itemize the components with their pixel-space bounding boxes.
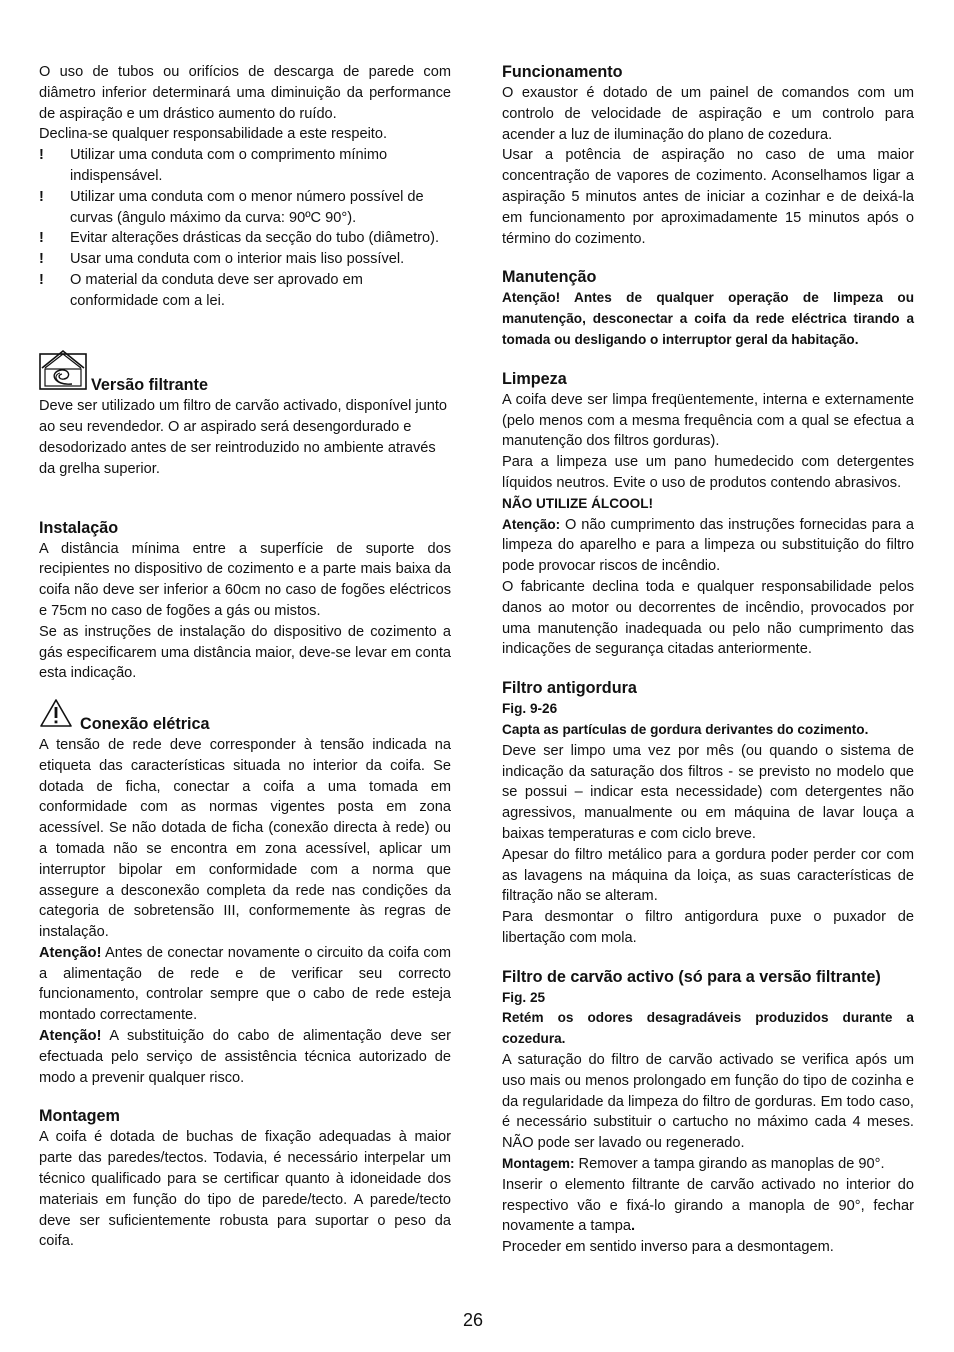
list-item [39, 228, 451, 249]
funcionamento-title: Funcionamento [502, 63, 623, 81]
limpeza-warning-text: O não cumprimento das instruções fornecidas para a limpeza do aparelho e para a limpeza ou substituição do filtro pode provocar riscos de incêndio. [502, 516, 914, 575]
filtro-subtitle: Capta as partículas de gordura derivantes do cozimento. [502, 721, 869, 737]
limpeza-paragraph: O fabricante declina toda e qualquer responsabilidade pelos danos ao motor ou decorrentes de incêndio, provocados por uma manutenção inadequada ou pelo não cumprimento das indicações de segurança citadas anteriormente. [502, 578, 914, 658]
list-item [39, 249, 451, 270]
filtro-paragraph: Deve ser limpo uma vez por mês (ou quando o sistema de indicação da saturação dos filtros - se previsto no modelo que se possui – indicar esta necessidade) com detergentes não agressivos, manualmente ou em máquina de lavar louça a baixas temperaturas e com ciclo breve. [502, 742, 914, 842]
versao-filtrante-heading-row [39, 348, 451, 397]
instalacao-paragraph: Se as instruções de instalação do dispositivo de cozimento a gás especificarem uma distância maior, deve-se levar em conta esta indicação. [39, 623, 451, 682]
recirculation-filter-icon [39, 348, 87, 397]
list-item [39, 187, 451, 229]
warning-mark: ! [39, 230, 44, 247]
manutencao-warning: Atenção! Antes de qualquer operação de limpeza ou manutenção, desconectar a coifa da rede eléctrica tirando a tomada ou desligando o interruptor geral da habitação. [502, 290, 914, 347]
conexao-warning-paragraph [39, 1026, 451, 1088]
carvao-paragraph: Proceder em sentido inverso para a desmontagem. [502, 1239, 834, 1256]
conexao-heading-row [39, 698, 451, 735]
filtro-carvao-title: Filtro de carvão activo (só para a versão filtrante) [502, 967, 881, 986]
montagem-label: Montagem: [502, 1156, 575, 1172]
limpeza-paragraph: Para a limpeza use um pano humedecido com detergentes líquidos neutros. Evite o uso de produtos contendo abrasivos. [502, 454, 914, 491]
limpeza-title: Limpeza [502, 369, 567, 388]
page-number: 26 [463, 1310, 484, 1330]
warning-mark: ! [39, 147, 44, 164]
conexao-eletrica-title: Conexão elétrica [80, 714, 210, 733]
figure-reference: Fig. 9-26 [502, 701, 558, 717]
montagem-paragraph: A coifa é dotada de buchas de fixação adequadas à maior parte das paredes/tectos. Todavia, é necessário interpelar um técnico qualificado para se certificar quanto à idoneidade dos materiais em função do tipo de parede/tecto. A parede/tecto deve ser suficientemente robusta para suportar o peso da coifa. [39, 1129, 451, 1250]
funcionamento-paragraph: O exaustor é dotado de um painel de comandos com um controlo de velocidade de aspiração e um controlo para acender a luz de iluminação do plano de cozedura. [502, 85, 914, 143]
carvao-insert-text: Inserir o elemento filtrante de carvão activado no interior do respectivo vão e fixá-lo girando a manopla de 90°, fechar novamente a tampa [502, 1176, 914, 1235]
carvao-montagem-paragraph [502, 1154, 914, 1175]
filtro-antigordura-title: Filtro antigordura [502, 679, 637, 698]
conexao-warning-text: A substituição do cabo de alimentação deve ser efectuada pelo serviço de assistência técnica autorizado de modo a prevenir qualquer risco. [39, 1028, 451, 1086]
list-item-text: Utilizar uma conduta com o comprimento mínimo indispensável. [70, 147, 388, 184]
limpeza-paragraph: A coifa deve ser limpa freqüentemente, interna e externamente (pelo menos com a mesma frequência com a qual se efectua a manutenção dos filtros gorduras). [502, 391, 914, 450]
no-alcohol-warning: NÃO UTILIZE ÁLCOOL! [502, 495, 654, 511]
list-item-text: O material da conduta deve ser aprovado em conformidade com a lei. [70, 271, 363, 309]
figure-reference: Fig. 25 [502, 989, 546, 1005]
carvao-subtitle: Retém os odores desagradáveis produzidos durante a cozedura. [502, 1010, 914, 1047]
left-column [39, 62, 451, 1252]
warning-mark: ! [39, 251, 44, 268]
manutencao-title: Manutenção [502, 268, 597, 287]
attention-label: Atenção: [502, 516, 561, 532]
limpeza-warning-paragraph [502, 515, 914, 577]
list-item-text: Utilizar uma conduta com o menor número possível de curvas (ângulo máximo da curva: 90ºC 90°). [70, 188, 424, 226]
carvao-paragraph [502, 1175, 914, 1237]
carvao-paragraph: A saturação do filtro de carvão activado se verifica após um uso mais ou menos prolongado em função do tipo de cozinha e da regularidade da limpeza do filtro de gorduras. Em todo caso, é necessário substituir o cartucho no máximo cada 4 meses. NÃO pode ser lavado ou regenerado. [502, 1052, 914, 1152]
warning-mark: ! [39, 188, 44, 205]
attention-label: Atenção! [39, 1028, 102, 1045]
list-item [39, 270, 451, 312]
list-item-text: Evitar alterações drásticas da secção do tubo (diâmetro). [70, 230, 440, 247]
warning-mark: ! [39, 271, 44, 288]
filtro-paragraph: Apesar do filtro metálico para a gordura poder perder cor com as lavagens na máquina da loiça, as suas características de filtração não se alteram. [502, 846, 914, 905]
conexao-warning-paragraph [39, 943, 451, 1026]
attention-label: Atenção! [39, 944, 102, 961]
intro-paragraph: O uso de tubos ou orifícios de descarga de parede com diâmetro inferior determinará uma diminuição da performance de aspiração e um drástico aumento do ruído. [39, 64, 451, 122]
conexao-warning-text: Antes de conectar novamente o circuito da coifa com a alimentação de rede e de verificar seu correcto funcionamento, controlar sempre que o cabo de rede esteja montado correctamente. [39, 944, 451, 1024]
right-column [502, 62, 914, 1258]
instalacao-paragraph: A distância mínima entre a superfície de suporte dos recipientes no dispositivo de cozimento e a parte mais baixa da coifa não deve ser inferior a 60cm no caso de fogões eléctricos e 75cm no caso de fogões a gás ou mistos. [39, 540, 451, 619]
funcionamento-paragraph: Usar a potência de aspiração no caso de uma maior concentração de vapores de cozimento. Aconselhamos ligar a aspiração 5 minutos antes de iniciar a cozinhar e de deixá-la em funcionamento por aproximadamente 15 minutos após o término do cozimento. [502, 147, 914, 247]
montagem-title: Montagem [39, 1107, 120, 1126]
list-item-text: Usar uma conduta com o interior mais liso possível. [70, 251, 405, 268]
instalacao-title: Instalação [39, 518, 119, 537]
versao-filtrante-text: Deve ser utilizado um filtro de carvão activado, disponível junto ao seu revendedor. O ar aspirado será desengordurado e desodorizado antes de ser reintroduzido no ambiente através da grelha superior. [39, 398, 448, 477]
disclaimer-paragraph: Declina-se qualquer responsabilidade a este respeito. [39, 126, 388, 143]
carvao-insert-end: . [631, 1218, 636, 1235]
warning-triangle-icon [39, 698, 73, 735]
list-item [39, 145, 451, 187]
versao-filtrante-title: Versão filtrante [91, 376, 208, 395]
carvao-montagem-text: Remover a tampa girando as manoplas de 90°. [574, 1156, 885, 1173]
filtro-paragraph: Para desmontar o filtro antigordura puxe o puxador de libertação com mola. [502, 909, 914, 946]
conexao-paragraph: A tensão de rede deve corresponder à tensão indicada na etiqueta das características situada no interior da coifa. Se dotada de ficha, conectar a coifa a uma tomada em conformidade com as normas vigentes posta em zona acessível. Se não dotada de ficha (conexão directa à rede) ou a tomada não se encontra em zona acessível, aplicar um interruptor bipolar em conformidade com a norma que assegure a desconexão completa da rede nas condições da categoria de sobretensão III, conformemente às regras de instalação. [39, 736, 451, 941]
